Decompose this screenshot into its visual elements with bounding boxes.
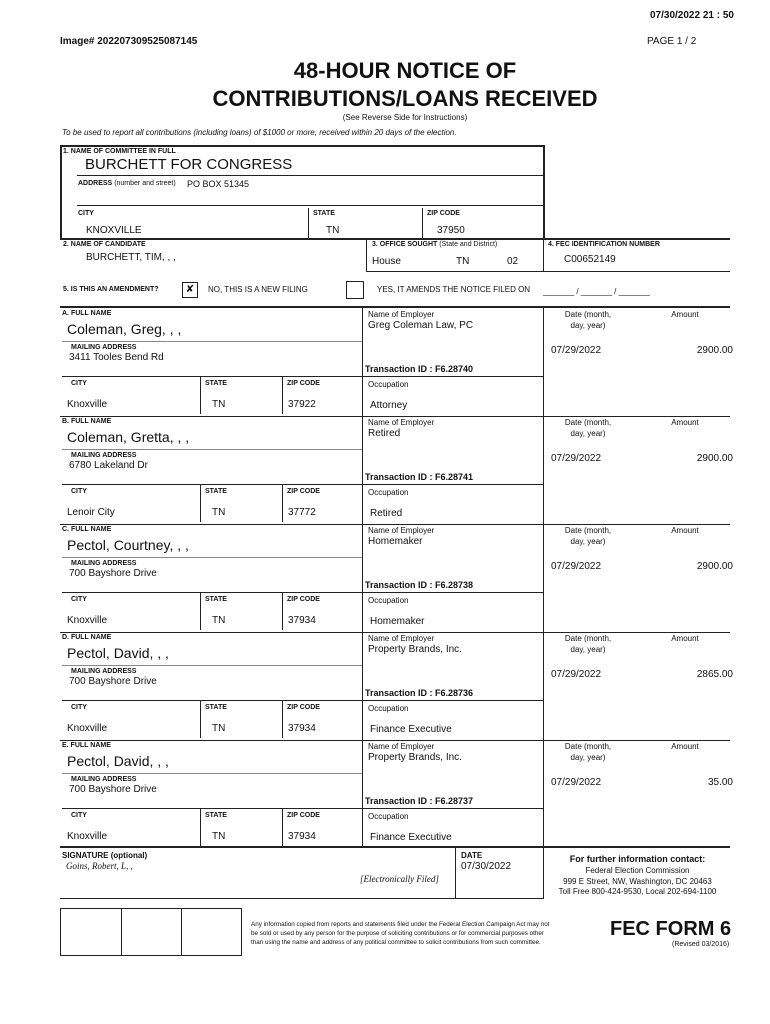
office-sought: House <box>372 256 401 267</box>
signature-date-label: DATE <box>461 851 483 860</box>
date-label: Date (month, <box>564 526 612 535</box>
entry-label: C. FULL NAME <box>62 526 112 533</box>
rule <box>62 665 362 666</box>
signature-name: Goins, Robert, L, , <box>66 861 133 871</box>
form-subtitle: (See Reverse Side for Instructions) <box>342 113 468 122</box>
fec-id-label: 4. FEC IDENTIFICATION NUMBER <box>548 241 660 248</box>
contributor-name: Pectol, David, , , <box>67 753 169 769</box>
city-label: CITY <box>71 596 87 603</box>
rule <box>422 208 423 240</box>
candidate-name: BURCHETT, TIM, , , <box>86 252 176 263</box>
contributor-city: Lenoir City <box>67 507 115 518</box>
contributor-state: TN <box>212 831 226 842</box>
state-label: STATE <box>205 812 227 819</box>
occupation-label: Occupation <box>368 704 409 713</box>
mailing-label: MAILING ADDRESS <box>71 560 137 567</box>
mailing-label: MAILING ADDRESS <box>71 344 137 351</box>
committee-left-border <box>60 145 62 240</box>
committee-address: PO BOX 51345 <box>187 179 250 189</box>
occupation-label: Occupation <box>368 488 409 497</box>
contribution-amount: 35.00 <box>707 777 733 788</box>
contribution-amount: 2900.00 <box>696 345 733 356</box>
occupation-label: Occupation <box>368 812 409 821</box>
rule <box>200 484 201 522</box>
transaction-id: Transaction ID : F6.28740 <box>365 364 474 374</box>
transaction-id: Transaction ID : F6.28737 <box>365 796 474 806</box>
form-title-line2: CONTRIBUTIONS/LOANS RECEIVED <box>212 86 598 111</box>
amends-date-blank: _______ / _______ / _______ <box>543 287 650 296</box>
contributor-address: 6780 Lakeland Dr <box>69 460 148 471</box>
zip-label: ZIP CODE <box>287 380 320 387</box>
employer-label: Name of Employer <box>368 634 435 643</box>
page-number: PAGE 1 / 2 <box>647 36 697 47</box>
rule <box>543 240 544 272</box>
entry-label: D. FULL NAME <box>62 634 112 641</box>
rule <box>62 341 362 342</box>
address-label: ADDRESS (number and street) <box>78 180 176 187</box>
contribution-date: 07/29/2022 <box>551 777 602 788</box>
employer: Property Brands, Inc. <box>368 644 462 655</box>
contributor-name: Pectol, Courtney, , , <box>67 537 189 553</box>
rule <box>282 376 283 414</box>
amount-label: Amount <box>671 310 699 319</box>
zip-label: ZIP CODE <box>287 488 320 495</box>
committee-state: TN <box>326 225 340 236</box>
contributor-address: 3411 Tooles Bend Rd <box>69 352 164 363</box>
fec-id: C00652149 <box>564 254 616 265</box>
employer: Homemaker <box>368 536 423 547</box>
rule <box>362 592 543 593</box>
date-label-2: day, year) <box>570 429 606 438</box>
rule <box>60 306 730 308</box>
city-label: CITY <box>78 210 94 217</box>
contributor-state: TN <box>212 723 226 734</box>
contributor-city: Knoxville <box>67 831 108 842</box>
contributor-name: Coleman, Gretta, , , <box>67 429 190 445</box>
notice-line1: Any information copied from reports and statements filed under the Federal Election Campaign Act may not <box>251 921 550 928</box>
contributor-city: Knoxville <box>67 723 108 734</box>
occupation-label: Occupation <box>368 596 409 605</box>
rule <box>62 700 362 701</box>
zip-label: ZIP CODE <box>287 704 320 711</box>
rule <box>60 238 730 240</box>
notice-line3: than using the name and address of any political committee to solicit contributions from such committee. <box>251 939 541 946</box>
state-label: STATE <box>313 210 335 217</box>
rule <box>362 484 543 485</box>
rule <box>308 208 309 240</box>
contribution-amount: 2900.00 <box>696 561 733 572</box>
contact-line3: Toll Free 800-424-9530, Local 202-694-1100 <box>558 887 717 896</box>
rule <box>60 416 730 417</box>
rule <box>362 808 543 809</box>
amount-label: Amount <box>671 418 699 427</box>
amendment-label: 5. IS THIS AN AMENDMENT? <box>63 286 159 293</box>
signature-date: 07/30/2022 <box>461 861 512 872</box>
timestamp: 07/30/2022 21 : 50 <box>650 10 734 21</box>
rule <box>282 808 283 846</box>
entry-label: B. FULL NAME <box>62 418 112 425</box>
employer-label: Name of Employer <box>368 310 435 319</box>
employer: Property Brands, Inc. <box>368 752 462 763</box>
date-label-2: day, year) <box>570 537 606 546</box>
contribution-date: 07/29/2022 <box>551 669 602 680</box>
contributor-state: TN <box>212 399 226 410</box>
notice-line2: be sold or used by any person for the purpose of soliciting contributions or for commercial purposes other <box>251 930 544 937</box>
form-revised: (Revised 03/2016) <box>672 941 730 948</box>
contributor-zip: 37934 <box>288 723 316 734</box>
rule <box>62 449 362 450</box>
contributor-name: Coleman, Greg, , , <box>67 321 182 337</box>
office-state: TN <box>456 256 470 267</box>
rule <box>62 376 362 377</box>
contributor-state: TN <box>212 615 226 626</box>
rule <box>60 632 730 633</box>
rule <box>366 240 367 272</box>
rule <box>60 740 730 741</box>
committee-zip: 37950 <box>437 225 465 236</box>
occupation-label: Occupation <box>368 380 409 389</box>
contributor-state: TN <box>212 507 226 518</box>
entry-label: A. FULL NAME <box>62 310 112 317</box>
city-label: CITY <box>71 380 87 387</box>
employer-label: Name of Employer <box>368 418 435 427</box>
state-label: STATE <box>205 596 227 603</box>
rule <box>121 909 122 955</box>
rule <box>60 846 730 848</box>
form-name: FEC FORM 6 <box>610 918 732 940</box>
entry-label: E. FULL NAME <box>62 742 111 749</box>
contact-title: For further information contact: <box>569 854 706 864</box>
image-id: Image# 202207309525087145 <box>60 36 198 47</box>
rule <box>362 376 543 377</box>
amends-text: YES, IT AMENDS THE NOTICE FILED ON <box>377 285 531 294</box>
contact-line1: Federal Election Commission <box>585 866 690 875</box>
candidate-name-label: 2. NAME OF CANDIDATE <box>63 241 146 248</box>
occupation: Attorney <box>370 400 408 411</box>
electronically-filed: [Electronically Filed] <box>360 874 439 884</box>
contribution-amount: 2900.00 <box>696 453 733 464</box>
committee-top-border <box>60 145 545 147</box>
state-label: STATE <box>205 380 227 387</box>
rule <box>543 306 544 846</box>
mailing-label: MAILING ADDRESS <box>71 668 137 675</box>
amount-label: Amount <box>671 634 699 643</box>
date-label: Date (month, <box>564 418 612 427</box>
rule <box>62 592 362 593</box>
state-label: STATE <box>205 488 227 495</box>
rule <box>543 847 544 899</box>
rule <box>62 773 362 774</box>
office-district: 02 <box>507 256 519 267</box>
state-label: STATE <box>205 704 227 711</box>
contributor-city: Knoxville <box>67 399 108 410</box>
rule <box>362 306 363 846</box>
rule <box>200 592 201 630</box>
contributor-zip: 37934 <box>288 831 316 842</box>
contributor-address: 700 Bayshore Drive <box>69 784 157 795</box>
mailing-label: MAILING ADDRESS <box>71 776 137 783</box>
employer-label: Name of Employer <box>368 742 435 751</box>
office-use-boxes <box>60 908 242 956</box>
rule <box>60 524 730 525</box>
transaction-id: Transaction ID : F6.28741 <box>365 472 474 482</box>
committee-right-border <box>543 145 545 240</box>
occupation: Retired <box>370 508 403 519</box>
rule <box>366 271 730 272</box>
rule <box>60 898 544 899</box>
contributor-name: Pectol, David, , , <box>67 645 169 661</box>
rule <box>62 557 362 558</box>
city-label: CITY <box>71 704 87 711</box>
signature-label: SIGNATURE (optional) <box>62 851 148 860</box>
rule <box>282 592 283 630</box>
zip-label: ZIP CODE <box>427 210 460 217</box>
rule <box>77 175 543 176</box>
committee-name: BURCHETT FOR CONGRESS <box>85 156 293 173</box>
contributor-address: 700 Bayshore Drive <box>69 676 157 687</box>
contribution-date: 07/29/2022 <box>551 345 602 356</box>
contributor-zip: 37934 <box>288 615 316 626</box>
no-new-filing-checkbox[interactable]: ✘ <box>182 282 198 298</box>
contributor-zip: 37922 <box>288 399 316 410</box>
rule <box>362 700 543 701</box>
city-label: CITY <box>71 812 87 819</box>
contribution-date: 07/29/2022 <box>551 561 602 572</box>
occupation: Finance Executive <box>370 832 452 843</box>
rule <box>62 484 362 485</box>
occupation: Homemaker <box>370 616 425 627</box>
form-title-line1: 48-HOUR NOTICE OF <box>293 58 517 83</box>
mailing-label: MAILING ADDRESS <box>71 452 137 459</box>
rule <box>282 700 283 738</box>
transaction-id: Transaction ID : F6.28736 <box>365 688 474 698</box>
form-instruction: To be used to report all contributions (including loans) of $1000 or more, received within 20 days of the election. <box>62 128 457 137</box>
date-label: Date (month, <box>564 310 612 319</box>
zip-label: ZIP CODE <box>287 596 320 603</box>
zip-label: ZIP CODE <box>287 812 320 819</box>
rule <box>455 847 456 899</box>
transaction-id: Transaction ID : F6.28738 <box>365 580 474 590</box>
rule <box>181 909 182 955</box>
contributor-city: Knoxville <box>67 615 108 626</box>
employer-label: Name of Employer <box>368 526 435 535</box>
occupation: Finance Executive <box>370 724 452 735</box>
contact-line2: 999 E Street, NW, Washington, DC 20463 <box>563 877 712 886</box>
date-label-2: day, year) <box>570 753 606 762</box>
date-label-2: day, year) <box>570 645 606 654</box>
amends-checkbox[interactable] <box>346 281 364 299</box>
committee-city: KNOXVILLE <box>86 225 142 236</box>
rule <box>282 484 283 522</box>
office-label: 3. OFFICE SOUGHT (State and District) <box>372 241 498 248</box>
date-label-2: day, year) <box>570 321 606 330</box>
rule <box>200 700 201 738</box>
contribution-date: 07/29/2022 <box>551 453 602 464</box>
amount-label: Amount <box>671 526 699 535</box>
rule <box>200 808 201 846</box>
rule <box>62 808 362 809</box>
city-label: CITY <box>71 488 87 495</box>
contributor-address: 700 Bayshore Drive <box>69 568 157 579</box>
date-label: Date (month, <box>564 742 612 751</box>
employer: Greg Coleman Law, PC <box>368 320 474 331</box>
rule <box>200 376 201 414</box>
contribution-amount: 2865.00 <box>696 669 733 680</box>
no-new-filing-text: NO, THIS IS A NEW FILING <box>208 285 308 294</box>
amount-label: Amount <box>671 742 699 751</box>
date-label: Date (month, <box>564 634 612 643</box>
rule <box>77 205 543 206</box>
employer: Retired <box>368 428 401 439</box>
committee-name-label: 1. NAME OF COMMITTEE IN FULL <box>63 148 176 155</box>
contributor-zip: 37772 <box>288 507 316 518</box>
